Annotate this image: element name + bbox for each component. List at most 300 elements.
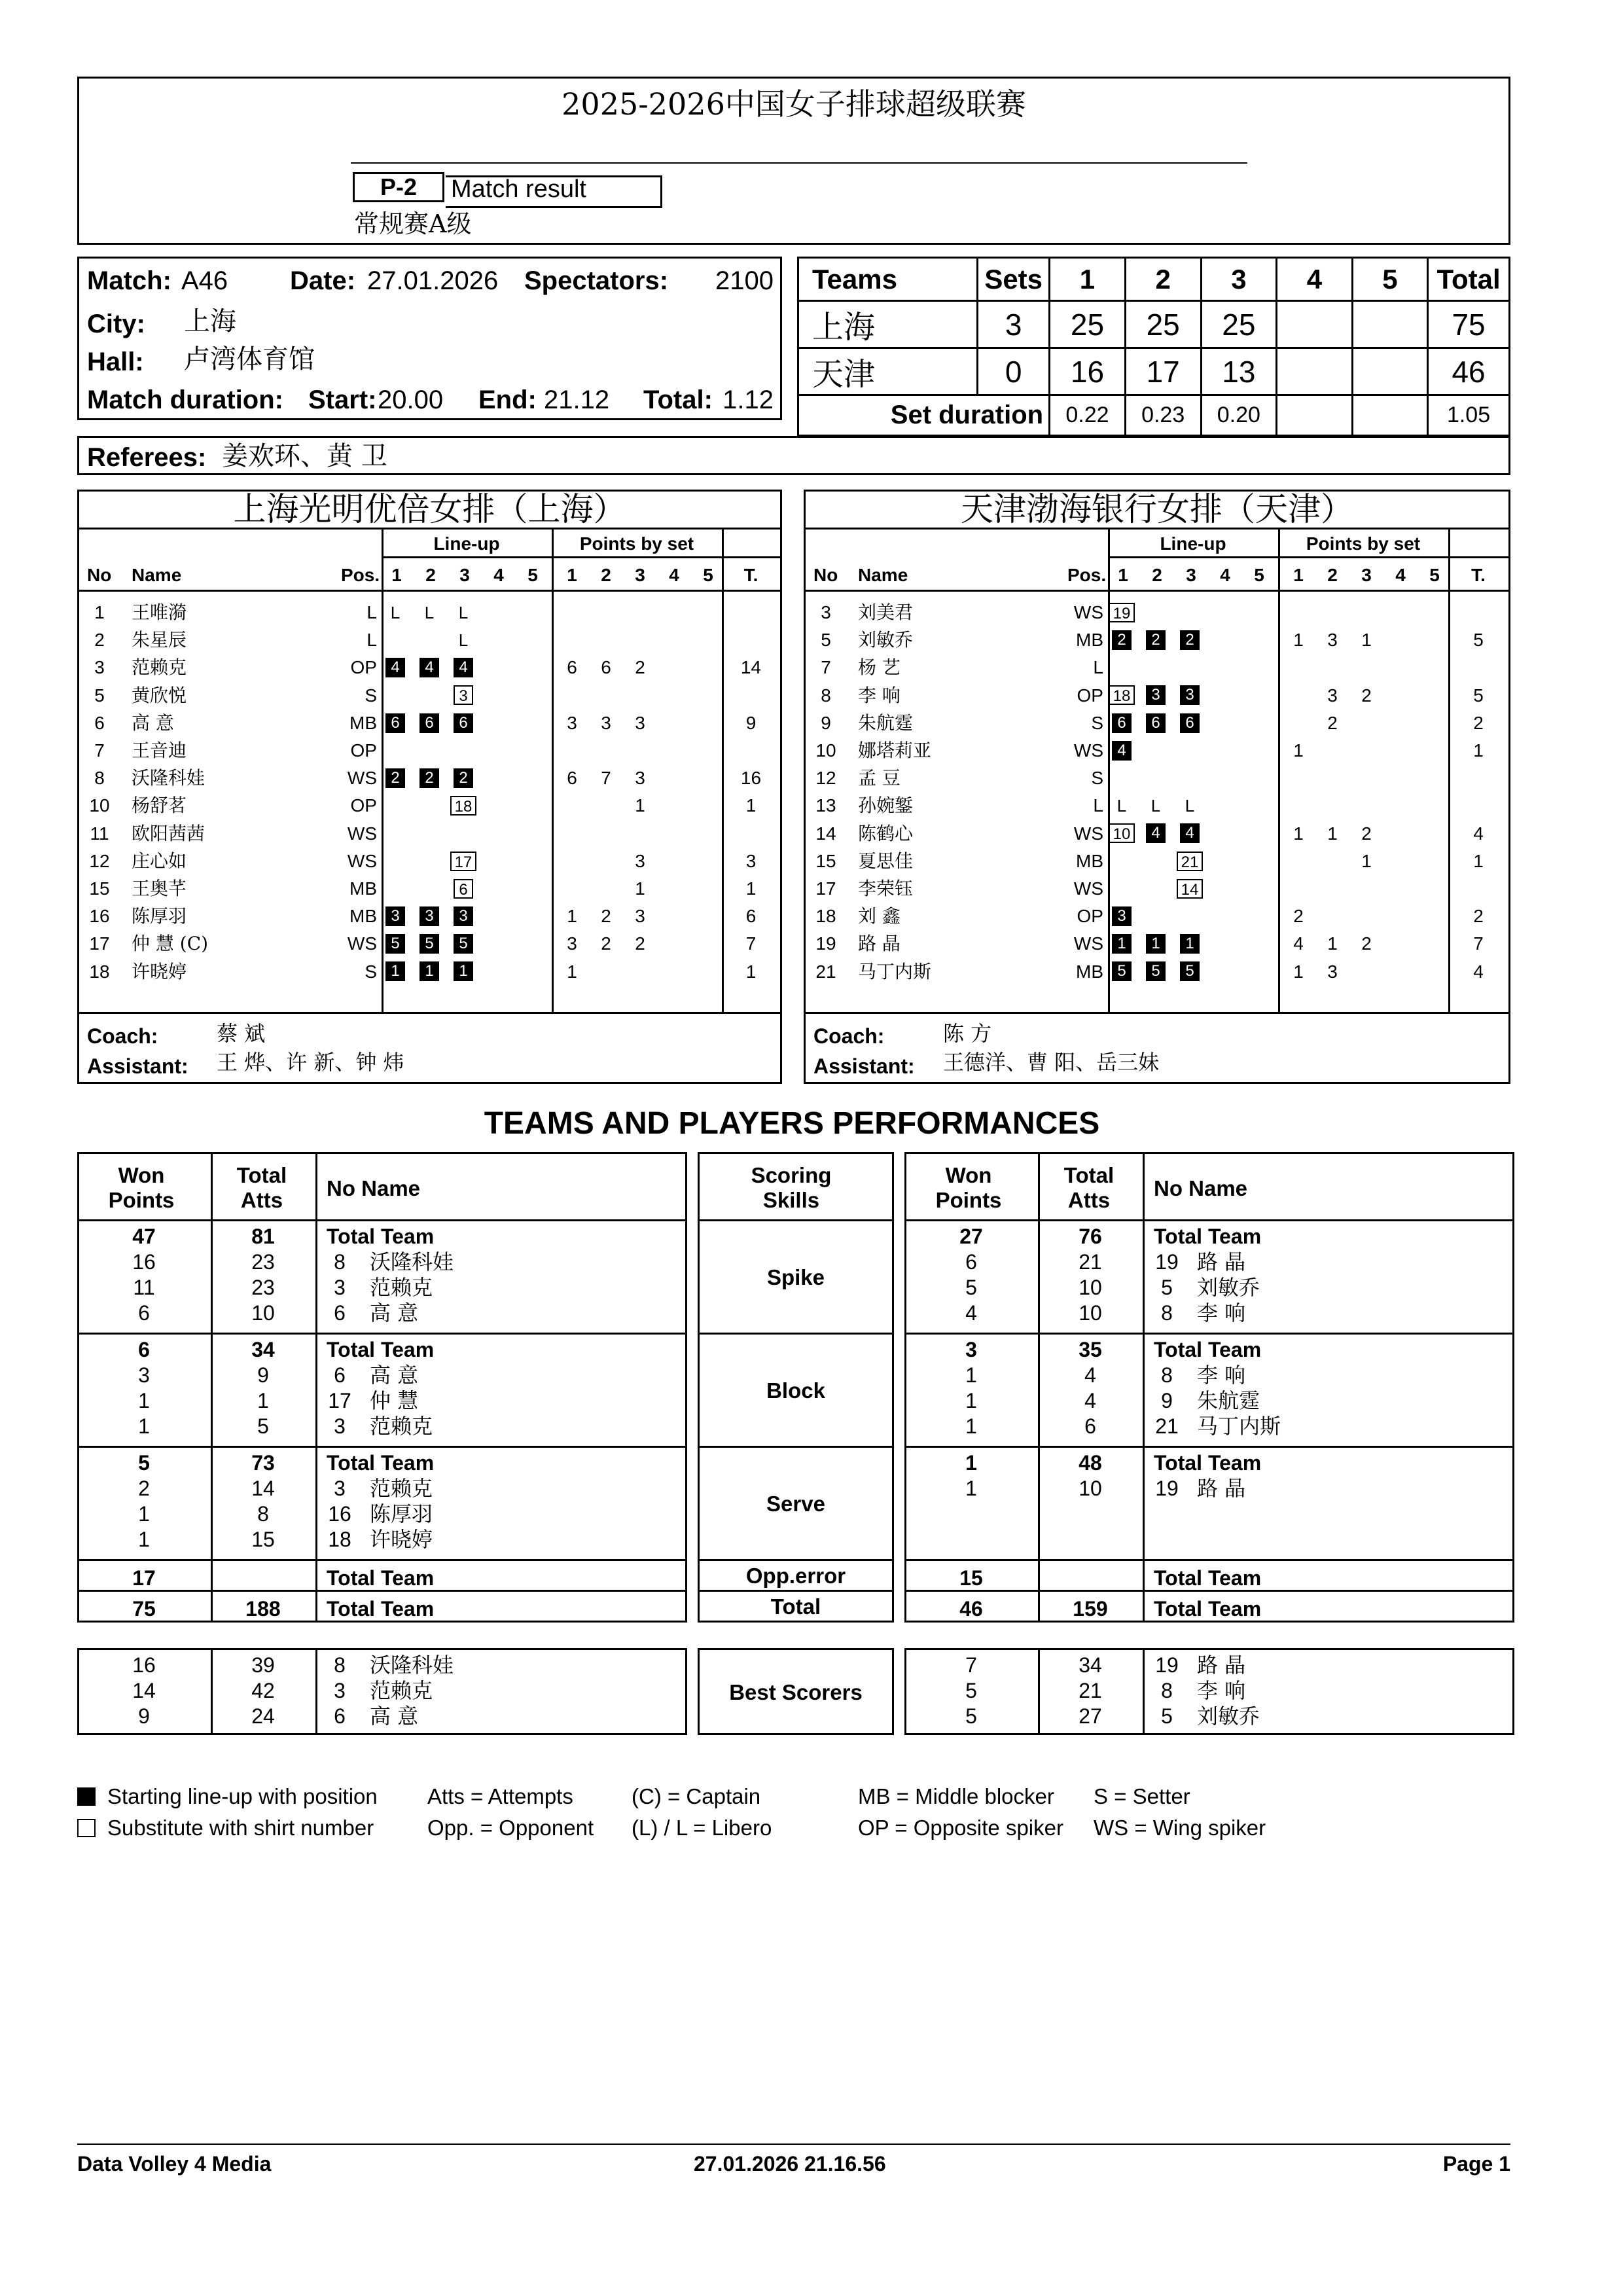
player-position: WS [1073, 740, 1103, 761]
start-time: 20.00 [378, 386, 444, 414]
set-duration [1277, 395, 1352, 436]
set-points: 3 [635, 850, 645, 871]
player-number: 8 [1161, 1301, 1173, 1325]
player-number: 18 [815, 906, 836, 927]
title-underline [351, 162, 1247, 164]
starting-position-badge: 5 [454, 934, 473, 954]
team-total-label: Total Team [327, 1566, 435, 1590]
skill-label: Total [770, 1594, 821, 1619]
starting-position-badge: 6 [454, 713, 473, 733]
set-points [1289, 709, 1308, 737]
player-total-points: 1 [1473, 740, 1484, 761]
lineup-header: Line-up [1160, 533, 1226, 554]
starting-position-badge: 2 [454, 768, 473, 788]
player-position: WS [347, 933, 377, 954]
lineup-set-header: 3 [1186, 565, 1196, 585]
player-position: L [1093, 657, 1103, 678]
lineup-cell [382, 958, 409, 986]
won-points: 47 [132, 1225, 156, 1248]
substitute-number-badge: 17 [450, 852, 476, 871]
total-atts: 9 [257, 1363, 269, 1387]
player-number: 3 [94, 657, 105, 678]
player-name: 范赖克 [370, 1414, 433, 1439]
team-name: 天津渤海银行女排（天津） [961, 490, 1353, 528]
total-atts: 8 [257, 1502, 269, 1526]
lineup-cell [1176, 820, 1204, 848]
substitute-number-badge: 18 [450, 796, 476, 816]
starting-position-badge: 3 [385, 906, 405, 926]
player-name: 杨 艺 [858, 656, 901, 679]
perf-col-rule [1143, 1221, 1145, 1333]
set-points: 1 [1361, 630, 1372, 651]
lineup-cell [382, 599, 409, 626]
opp-error-block [904, 1559, 1514, 1592]
player-row [806, 764, 1508, 792]
total-atts: 10 [1079, 1276, 1102, 1299]
set-points [1357, 764, 1376, 792]
player-row [806, 875, 1508, 903]
player-number: 17 [89, 933, 110, 954]
score-set [1277, 301, 1352, 348]
player-total-points: 7 [745, 933, 757, 954]
lineup-cell [1108, 792, 1135, 819]
total-atts: 23 [251, 1276, 275, 1299]
set-points: 2 [601, 933, 611, 954]
player-row [806, 820, 1508, 848]
score-header-total: Total [1428, 258, 1510, 301]
player-name: 庄心如 [132, 850, 187, 872]
starting-position-badge: 5 [385, 934, 405, 954]
set-points [1357, 958, 1376, 986]
referees-names: 姜欢环、黄 卫 [222, 441, 387, 471]
player-position: L [1093, 795, 1103, 816]
header-box [77, 77, 1510, 245]
set-points [1289, 792, 1308, 819]
set-points [1289, 682, 1308, 709]
player-position: OP [350, 740, 377, 761]
player-row [806, 599, 1508, 626]
player-number: 3 [334, 1276, 346, 1299]
set-points [1289, 764, 1308, 792]
player-number: 6 [334, 1704, 346, 1728]
scoring-skills-header: Scoring Skills [751, 1163, 832, 1212]
player-number: 6 [94, 712, 105, 733]
perf-col-rule [1143, 1154, 1145, 1219]
empty-square-icon [77, 1819, 96, 1837]
total-atts: 39 [251, 1653, 275, 1677]
name-header: Name [858, 565, 908, 585]
player-number: 8 [94, 768, 105, 789]
perf-col-rule [1143, 1592, 1145, 1621]
player-position: WS [1073, 823, 1103, 844]
libero-mark: L [424, 603, 435, 622]
lineup-cell [1176, 792, 1204, 819]
player-row [79, 626, 780, 654]
player-number: 18 [328, 1528, 351, 1551]
player-name: 刘美君 [858, 601, 914, 623]
spectators-count: 2100 [715, 266, 774, 295]
starting-position-badge: 2 [419, 768, 439, 788]
won-points: 1 [138, 1414, 150, 1438]
points-set-header: 4 [669, 565, 679, 585]
doc-code: P-2 [380, 173, 418, 200]
lineup-cell [416, 599, 443, 626]
coach-label: Coach: [813, 1024, 885, 1048]
team-total-label: Total Team [1154, 1597, 1262, 1621]
starting-position-badge: 1 [1112, 934, 1132, 954]
total-atts: 73 [251, 1451, 275, 1475]
starting-position-badge: 6 [419, 713, 439, 733]
lineup-cell [1142, 682, 1169, 709]
points-header: Points by set [579, 533, 694, 554]
won-points-header: Won Points [935, 1163, 1002, 1212]
set-duration-row [798, 395, 1510, 436]
lineup-cell [1176, 848, 1204, 875]
total-atts: 24 [251, 1704, 275, 1728]
player-name: 路 晶 [1197, 1653, 1246, 1677]
set-points [596, 820, 616, 848]
perf-col-rule [1143, 1561, 1145, 1590]
performances-title: TEAMS AND PLAYERS PERFORMANCES [484, 1106, 1100, 1141]
set-points [596, 875, 616, 903]
set-points: 6 [567, 768, 577, 789]
player-row [806, 958, 1508, 986]
perf-col-rule [315, 1650, 317, 1733]
opp-error-block [77, 1559, 687, 1592]
set-points: 1 [1361, 850, 1372, 871]
player-total-points: 16 [740, 768, 762, 789]
set-points [596, 599, 616, 626]
player-position: MB [349, 712, 377, 733]
points-set-header: 2 [601, 565, 611, 585]
player-position: MB [1076, 630, 1103, 651]
player-name: 王唯漪 [132, 601, 187, 623]
starting-position-badge: 3 [1146, 685, 1166, 705]
lineup-cell [1142, 709, 1169, 737]
set-points [596, 848, 616, 875]
player-number: 7 [821, 657, 831, 678]
away-team-panel [804, 490, 1510, 1084]
total-label: Total: [643, 386, 713, 414]
score-header-set4: 4 [1277, 258, 1352, 301]
player-name: 欧阳茜茜 [132, 822, 205, 844]
player-number: 10 [89, 795, 110, 816]
set-points [562, 626, 582, 654]
score-header-set3: 3 [1201, 258, 1277, 301]
player-row [79, 709, 780, 737]
pos-header: Pos. [341, 565, 380, 585]
lineup-cell [416, 930, 443, 958]
set-duration: 0.23 [1125, 395, 1201, 436]
player-position: MB [1076, 850, 1103, 871]
team-total-label: Total Team [1154, 1338, 1262, 1361]
set-points: 3 [601, 712, 611, 733]
player-name: 范赖克 [370, 1275, 433, 1300]
set-points [562, 792, 582, 819]
player-number: 12 [815, 768, 836, 789]
player-name: 路 晶 [1197, 1476, 1246, 1501]
player-position: OP [1077, 685, 1103, 706]
player-name: 陈鹤心 [858, 822, 914, 844]
player-name: 刘敏乔 [1197, 1275, 1260, 1300]
perf-col-rule [315, 1335, 317, 1446]
set-points [1357, 599, 1376, 626]
lineup-cell [1108, 626, 1135, 654]
player-position: WS [347, 850, 377, 871]
lineup-cell [382, 764, 409, 792]
lineup-cell [1108, 903, 1135, 930]
referees-label: Referees: [87, 443, 207, 472]
total-atts: 188 [245, 1597, 281, 1621]
player-number: 19 [815, 933, 836, 954]
won-points: 2 [138, 1477, 150, 1500]
player-name: 娜塔莉亚 [858, 740, 932, 761]
panel-rule [382, 556, 780, 558]
team-total-label: Total Team [327, 1225, 435, 1248]
skill-block [904, 1446, 1514, 1561]
player-row [806, 737, 1508, 764]
pos-header: Pos. [1067, 565, 1107, 585]
set-points [1323, 599, 1342, 626]
skill-cell [698, 1446, 894, 1561]
lineup-cell [450, 848, 477, 875]
set-points [630, 682, 650, 709]
starting-position-badge: 3 [1112, 906, 1132, 926]
set-points: 1 [567, 906, 577, 927]
won-points: 16 [132, 1653, 156, 1677]
footer-right: Page 1 [1442, 2152, 1510, 2176]
total-header: T. [743, 565, 758, 585]
substitute-number-badge: 19 [1109, 603, 1135, 622]
points-set-header: 5 [1429, 565, 1440, 585]
total-atts: 14 [251, 1477, 275, 1500]
player-total-points: 1 [745, 795, 757, 816]
won-points: 5 [965, 1679, 977, 1702]
perf-header [904, 1152, 1514, 1221]
substitute-number-badge: 6 [454, 879, 473, 899]
player-name: 孟 豆 [858, 767, 901, 789]
opp-error-skill-cell [698, 1559, 894, 1592]
coach-name: 蔡 斌 [217, 1021, 266, 1046]
player-name: 范赖克 [370, 1678, 433, 1703]
perf-col-rule [1143, 1448, 1145, 1559]
lineup-set-header: 3 [459, 565, 470, 585]
set-duration-label: Set duration [798, 395, 1050, 436]
player-row [806, 626, 1508, 654]
set-points: 2 [635, 657, 645, 678]
set-points: 2 [635, 933, 645, 954]
player-name: 夏思佳 [858, 850, 914, 872]
total-atts: 4 [1084, 1363, 1096, 1387]
player-name: 范赖克 [132, 656, 187, 679]
player-number: 1 [94, 602, 105, 622]
lineup-cell [1108, 820, 1135, 848]
perf-col-rule [211, 1154, 213, 1219]
won-points: 1 [138, 1389, 150, 1412]
starting-position-badge: 1 [419, 961, 439, 981]
starting-position-badge: 4 [385, 658, 405, 677]
player-name: 朱航霆 [858, 711, 914, 734]
score-set [1277, 348, 1352, 395]
won-points: 1 [965, 1414, 977, 1438]
player-position: OP [350, 657, 377, 678]
set-points: 3 [635, 768, 645, 789]
set-points: 3 [567, 933, 577, 954]
player-row [806, 903, 1508, 930]
total-atts: 48 [1079, 1451, 1102, 1475]
score-total: 46 [1428, 348, 1510, 395]
starting-position-badge: 6 [1112, 713, 1132, 733]
player-position: L [366, 602, 377, 622]
player-name: 王音迪 [132, 740, 187, 761]
total-atts: 27 [1079, 1704, 1102, 1728]
player-name: 许晓婷 [370, 1527, 433, 1552]
set-points: 6 [601, 657, 611, 678]
lineup-cell [1108, 958, 1135, 986]
competition-title: 2025-2026中国女子排球超级联赛 [562, 86, 1026, 122]
date-label: Date: [290, 266, 356, 295]
set-points: 1 [1327, 933, 1338, 954]
starting-position-badge: 2 [385, 768, 405, 788]
start-label: Start: [308, 386, 377, 414]
player-number: 11 [90, 823, 109, 844]
team-name: 上海光明优倍女排（上海） [233, 490, 626, 528]
score-set: 16 [1050, 348, 1126, 395]
player-total-points: 6 [745, 906, 757, 927]
set-points: 2 [1361, 823, 1372, 844]
hall-label: Hall: [87, 348, 144, 376]
lineup-cell [1176, 875, 1204, 903]
won-points: 4 [965, 1301, 977, 1325]
panel-rule [806, 1012, 1508, 1014]
total-atts: 34 [251, 1338, 275, 1361]
starting-position-badge: 6 [385, 713, 405, 733]
won-points: 14 [132, 1679, 156, 1702]
panel-rule [806, 590, 1508, 592]
set-points [1357, 654, 1376, 681]
score-team: 上海 [798, 301, 978, 348]
perf-col-rule [315, 1592, 317, 1621]
starting-position-badge: 6 [1146, 713, 1166, 733]
player-total-points [726, 626, 776, 654]
substitute-number-badge: 21 [1177, 852, 1203, 871]
skill-block [904, 1333, 1514, 1448]
perf-col-rule [1143, 1335, 1145, 1446]
won-points: 6 [138, 1301, 150, 1325]
lineup-set-header: 1 [1118, 565, 1128, 585]
lineup-set-header: 5 [1254, 565, 1264, 585]
total-atts: 76 [1079, 1225, 1102, 1248]
lineup-set-header: 5 [527, 565, 538, 585]
points-set-header: 5 [703, 565, 713, 585]
libero-mark: L [458, 603, 469, 622]
doc-title: Match result [446, 175, 662, 208]
filled-square-icon [77, 1787, 96, 1806]
lineup-cell [382, 654, 409, 681]
set-points: 1 [567, 961, 577, 982]
set-points: 2 [1293, 906, 1304, 927]
won-points: 3 [965, 1338, 977, 1361]
referees-box [77, 436, 1510, 475]
score-set: 25 [1050, 301, 1126, 348]
skill-block [77, 1446, 687, 1561]
player-total-points: 4 [1473, 961, 1484, 982]
score-header-set1: 1 [1050, 258, 1126, 301]
end-time: 21.12 [544, 386, 610, 414]
set-points: 2 [601, 906, 611, 927]
lineup-set-header: 2 [425, 565, 436, 585]
legend-atts: Atts = Attempts [427, 1784, 573, 1808]
player-number: 7 [94, 740, 105, 761]
won-points: 1 [138, 1502, 150, 1526]
won-points: 3 [138, 1363, 150, 1387]
player-total-points: 2 [1473, 906, 1484, 927]
player-number: 8 [1161, 1679, 1173, 1702]
assistant-names: 王德洋、曹 阳、岳三妹 [943, 1050, 1160, 1075]
set-points [1289, 599, 1308, 626]
legend-captain: (C) = Captain [632, 1784, 761, 1808]
player-name: 朱星辰 [132, 629, 187, 651]
player-row [79, 903, 780, 930]
panel-rule [79, 590, 780, 592]
score-row-home [798, 301, 1510, 348]
skill-label: Block [766, 1378, 825, 1403]
starting-position-badge: 5 [1112, 961, 1132, 981]
player-number: 3 [334, 1414, 346, 1438]
total-atts: 10 [1079, 1301, 1102, 1325]
score-set: 17 [1125, 348, 1201, 395]
won-points: 5 [965, 1704, 977, 1728]
set-points [596, 792, 616, 819]
starting-position-badge: 3 [1180, 685, 1200, 705]
set-points [1289, 875, 1308, 903]
player-number: 5 [1161, 1276, 1173, 1299]
player-number: 13 [815, 795, 836, 816]
best-scorers-block [904, 1648, 1514, 1735]
starting-position-badge: 2 [1180, 630, 1200, 650]
player-number: 8 [1161, 1363, 1173, 1387]
total-atts: 10 [1079, 1477, 1102, 1500]
player-number: 21 [1155, 1414, 1179, 1438]
score-row-away [798, 348, 1510, 395]
lineup-set-header: 2 [1152, 565, 1162, 585]
lineup-cell [1176, 958, 1204, 986]
player-name: 沃隆科娃 [370, 1249, 454, 1274]
lineup-cell [450, 626, 477, 654]
player-number: 2 [94, 630, 105, 651]
lineup-cell [1176, 682, 1204, 709]
player-name: 孙婉錾 [858, 795, 914, 817]
assistant-names: 王 烨、许 新、钟 炜 [217, 1050, 404, 1075]
team-total-label: Total Team [1154, 1451, 1262, 1475]
lineup-cell [416, 764, 443, 792]
player-row [79, 764, 780, 792]
skill-label: Serve [766, 1492, 825, 1516]
lineup-cell [416, 654, 443, 681]
lineup-cell [1142, 792, 1169, 819]
player-number: 15 [815, 850, 836, 871]
player-number: 3 [334, 1477, 346, 1500]
player-row [79, 930, 780, 958]
set-points [1323, 764, 1342, 792]
lineup-cell [382, 709, 409, 737]
won-points: 16 [132, 1250, 156, 1274]
won-points: 46 [959, 1597, 983, 1621]
set-points [596, 737, 616, 764]
set-points: 1 [1293, 740, 1304, 761]
player-position: WS [1073, 602, 1103, 622]
set-points: 1 [1327, 823, 1338, 844]
